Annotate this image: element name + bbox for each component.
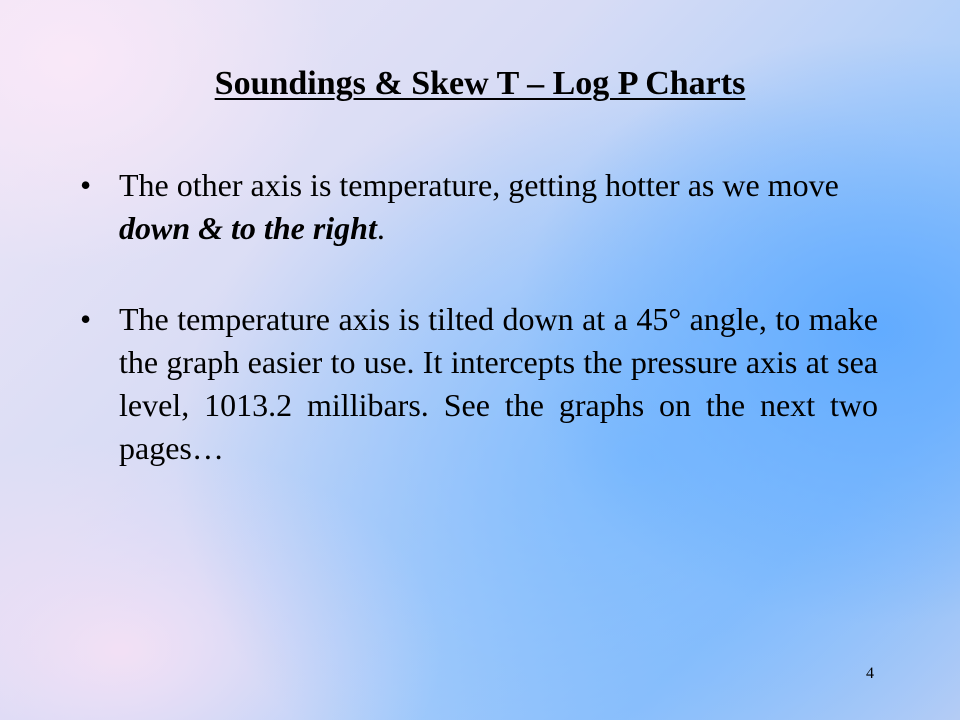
bullet-marker: • [80,167,92,203]
bullet-list [80,164,878,518]
bullet-text-after: . [376,210,385,246]
page-number: 4 [866,665,874,682]
bullet-text-before: The other axis is temperature, getting hotter as we move [119,167,839,203]
bullet-text-emphasis: down & to the right [119,210,377,246]
slide-title: Soundings & Skew T – Log P Charts [214,65,746,102]
bullet-text: The temperature axis is tilted down at a 45° angle, to make the graph easier to use. It intercepts the pressure axis at sea level, 1013.2 millibars. See the graphs on the next two pages… [119,301,878,466]
bullet-item-tilted-axis [80,298,878,470]
bullet-marker: • [80,301,92,337]
bullet-item-temperature-axis [80,164,878,250]
